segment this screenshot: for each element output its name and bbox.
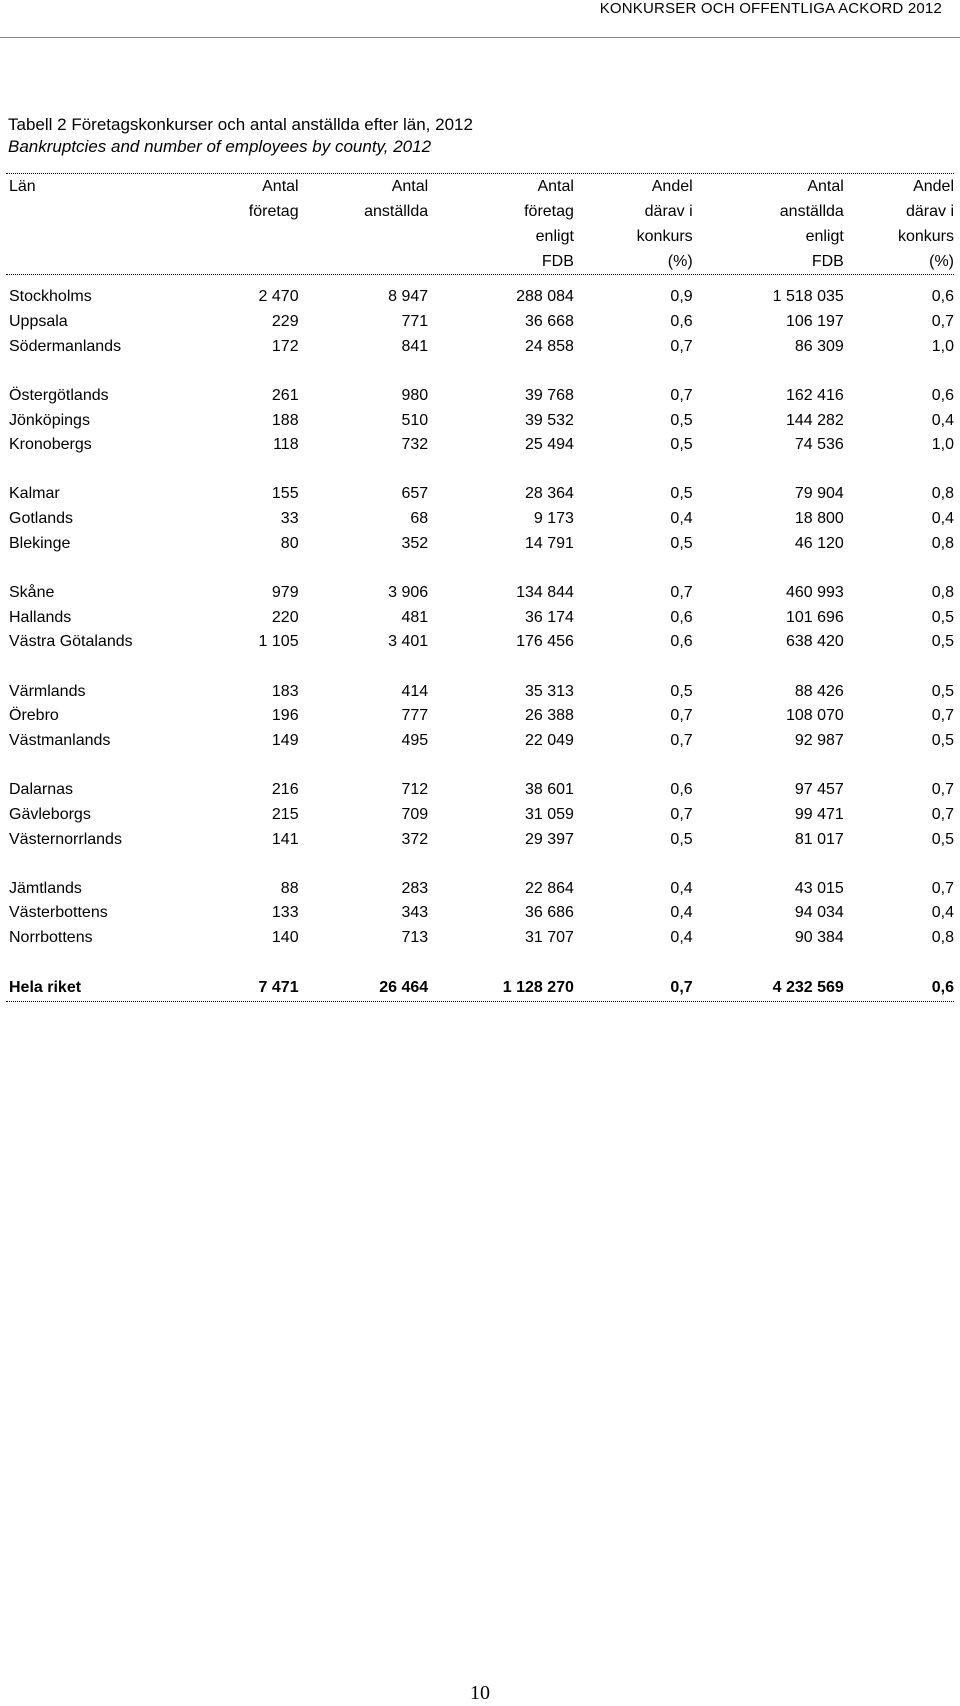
table-cell: 0,4 — [670, 510, 693, 528]
table-row — [6, 679, 954, 704]
total-cell: 1 128 270 — [502, 978, 574, 996]
county-name: Södermanlands — [9, 337, 122, 355]
table-cell: 36 174 — [524, 608, 574, 626]
table-row — [6, 704, 954, 729]
table-cell: 0,8 — [931, 485, 954, 503]
spacer-row — [6, 852, 954, 877]
table-cell: 352 — [401, 534, 429, 552]
table-cell: 155 — [271, 485, 299, 503]
spacer-row — [6, 950, 954, 975]
table-cell: 79 904 — [794, 485, 844, 503]
table-cell: 510 — [401, 411, 429, 429]
table-cell: 0,4 — [670, 879, 693, 897]
table-titles — [8, 114, 473, 158]
table-body — [6, 275, 954, 1001]
table-row — [6, 581, 954, 606]
table-cell: 26 388 — [524, 707, 574, 725]
spacer-row — [6, 753, 954, 778]
table-row — [6, 729, 954, 754]
table-cell: 8 947 — [388, 288, 429, 306]
table-cell: 414 — [401, 682, 429, 700]
column-header-cell: Antal — [391, 178, 429, 195]
spacer-row — [6, 556, 954, 581]
table-cell: 25 494 — [524, 436, 574, 454]
table-cell: 0,7 — [931, 805, 954, 823]
table-cell: 215 — [271, 805, 299, 823]
table-row — [6, 876, 954, 901]
table-cell: 0,6 — [931, 288, 954, 306]
table-cell: 0,6 — [931, 386, 954, 404]
column-header-cell — [6, 199, 196, 224]
column-header-cell: Antal — [262, 178, 299, 195]
total-row — [6, 975, 954, 1001]
table-cell: 36 686 — [524, 904, 574, 922]
column-header-cell: företag — [248, 203, 299, 220]
table-cell: 261 — [271, 386, 299, 404]
column-header-cell: enligt — [805, 228, 844, 245]
county-name: Gotlands — [9, 510, 74, 528]
table-cell: 33 — [280, 510, 299, 528]
table-cell: 31 059 — [524, 805, 574, 823]
table-cell: 133 — [271, 904, 299, 922]
table-cell: 29 397 — [524, 830, 574, 848]
table-cell: 97 457 — [794, 781, 844, 799]
table-cell: 81 017 — [794, 830, 844, 848]
table-cell: 101 696 — [785, 608, 844, 626]
table-cell: 372 — [401, 830, 429, 848]
table-cell: 188 — [271, 411, 299, 429]
table-cell: 343 — [401, 904, 429, 922]
table-row — [6, 901, 954, 926]
header-row — [6, 199, 954, 224]
table-cell: 144 282 — [785, 411, 844, 429]
table-cell: 43 015 — [794, 879, 844, 897]
table-cell: 777 — [401, 707, 429, 725]
table-cell: 0,7 — [670, 337, 693, 355]
table-cell: 0,5 — [670, 411, 693, 429]
column-header-cell: därav i — [644, 203, 693, 220]
table-cell: 713 — [401, 929, 429, 947]
total-cell: 0,6 — [931, 978, 954, 996]
county-name: Örebro — [9, 707, 59, 725]
county-name: Värmlands — [9, 682, 86, 700]
table-header — [6, 174, 954, 274]
table-cell: 216 — [271, 781, 299, 799]
table-cell: 140 — [271, 929, 299, 947]
table-cell: 38 601 — [524, 781, 574, 799]
county-name: Västra Götalands — [9, 633, 133, 651]
county-name: Skåne — [9, 584, 55, 602]
table-row — [6, 778, 954, 803]
table-cell: 0,7 — [931, 879, 954, 897]
county-name: Blekinge — [9, 534, 71, 552]
total-cell: 4 232 569 — [772, 978, 844, 996]
table-cell: 732 — [401, 436, 429, 454]
table-cell: 0,7 — [931, 707, 954, 725]
table-cell: 0,6 — [670, 781, 693, 799]
column-header-cell — [6, 224, 196, 249]
table-cell: 638 420 — [785, 633, 844, 651]
column-header-cell — [196, 224, 299, 249]
column-header-cell: Antal — [807, 178, 844, 195]
table-cell: 36 668 — [524, 313, 574, 331]
table-cell: 2 470 — [258, 288, 299, 306]
table-cell: 18 800 — [794, 510, 844, 528]
table-cell: 39 768 — [524, 386, 574, 404]
column-header-cell: konkurs — [897, 228, 954, 245]
table-cell: 0,5 — [670, 534, 693, 552]
table-cell: 0,5 — [670, 682, 693, 700]
table-row — [6, 827, 954, 852]
table-cell: 1,0 — [931, 436, 954, 454]
page-number: 10 — [470, 1682, 490, 1704]
table-cell: 0,9 — [670, 288, 693, 306]
table-cell: 220 — [271, 608, 299, 626]
county-name: Västmanlands — [9, 731, 111, 749]
table-cell: 92 987 — [794, 731, 844, 749]
table-bottom-rule — [6, 1001, 954, 1002]
table-cell: 39 532 — [524, 411, 574, 429]
column-header-cell: företag — [524, 203, 574, 220]
table-cell: 0,7 — [670, 731, 693, 749]
column-header-cell — [299, 224, 429, 249]
table-cell: 0,4 — [931, 510, 954, 528]
table-cell: 712 — [401, 781, 429, 799]
total-cell: 0,7 — [670, 978, 693, 996]
total-label: Hela riket — [9, 978, 82, 996]
table-cell: 0,7 — [931, 781, 954, 799]
column-header-cell: anställda — [364, 203, 429, 220]
table-cell: 3 401 — [388, 633, 429, 651]
table-cell: 141 — [271, 830, 299, 848]
bankruptcy-table — [6, 173, 954, 1002]
table-cell: 0,5 — [670, 436, 693, 454]
table-cell: 0,8 — [931, 534, 954, 552]
data-table-body — [6, 275, 954, 1001]
table-cell: 88 — [280, 879, 299, 897]
table-title: Tabell 2 Företagskonkurser och antal anställda efter län, 2012 — [8, 115, 473, 134]
table-row — [6, 532, 954, 557]
table-cell: 0,5 — [931, 633, 954, 651]
table-cell: 80 — [280, 534, 299, 552]
table-cell: 0,7 — [670, 386, 693, 404]
table-cell: 0,8 — [931, 584, 954, 602]
table-cell: 86 309 — [794, 337, 844, 355]
table-cell: 657 — [401, 485, 429, 503]
table-cell: 28 364 — [524, 485, 574, 503]
table-cell: 283 — [401, 879, 429, 897]
column-header-cell: enligt — [535, 228, 574, 245]
table-row — [6, 630, 954, 655]
table-row — [6, 433, 954, 458]
county-name: Hallands — [9, 608, 72, 626]
table-cell: 14 791 — [524, 534, 574, 552]
table-cell: 46 120 — [794, 534, 844, 552]
header-row — [6, 224, 954, 249]
column-header-cell: FDB — [811, 253, 844, 270]
county-name: Västerbottens — [9, 904, 108, 922]
table-cell: 0,7 — [931, 313, 954, 331]
table-cell: 980 — [401, 386, 429, 404]
county-name: Kronobergs — [9, 436, 92, 454]
county-name: Uppsala — [9, 313, 68, 331]
table-cell: 0,6 — [670, 608, 693, 626]
table-row — [6, 507, 954, 532]
table-cell: 196 — [271, 707, 299, 725]
county-name: Jämtlands — [9, 879, 82, 897]
table-row — [6, 926, 954, 951]
table-cell: 0,4 — [931, 904, 954, 922]
table-cell: 0,4 — [931, 411, 954, 429]
table-row — [6, 384, 954, 409]
county-name: Kalmar — [9, 485, 60, 503]
county-name: Norrbottens — [9, 929, 93, 947]
table-cell: 99 471 — [794, 805, 844, 823]
table-cell: 495 — [401, 731, 429, 749]
column-header-cell: anställda — [779, 203, 844, 220]
table-cell: 0,6 — [670, 633, 693, 651]
spacer-row — [6, 655, 954, 680]
county-name: Stockholms — [9, 288, 92, 306]
table-row — [6, 408, 954, 433]
spacer-row — [6, 458, 954, 483]
column-header-cell — [196, 249, 299, 274]
table-cell: 149 — [271, 731, 299, 749]
table-cell: 0,8 — [931, 929, 954, 947]
spacer-row — [6, 359, 954, 384]
table-cell: 1 518 035 — [772, 288, 844, 306]
column-header-cell — [299, 249, 429, 274]
column-header-cell: Andel — [651, 178, 693, 195]
table-cell: 481 — [401, 608, 429, 626]
running-header: KONKURSER OCH OFFENTLIGA ACKORD 2012 — [599, 0, 942, 17]
table-cell: 88 426 — [794, 682, 844, 700]
total-cell: 7 471 — [258, 978, 299, 996]
table-row — [6, 285, 954, 310]
table-cell: 0,7 — [670, 707, 693, 725]
table-cell: 183 — [271, 682, 299, 700]
spacer-row — [6, 275, 954, 285]
table-subtitle: Bankruptcies and number of employees by county, 2012 — [8, 137, 432, 156]
table-cell: 94 034 — [794, 904, 844, 922]
table-cell: 979 — [271, 584, 299, 602]
county-name: Jönköpings — [9, 411, 90, 429]
table-cell: 22 049 — [524, 731, 574, 749]
header-divider — [0, 37, 960, 38]
table-cell: 0,5 — [670, 830, 693, 848]
column-header-cell — [6, 249, 196, 274]
column-header-cell: Andel — [913, 178, 954, 195]
table-cell: 0,4 — [670, 929, 693, 947]
table-cell: 74 536 — [794, 436, 844, 454]
table-cell: 90 384 — [794, 929, 844, 947]
column-header-cell: Län — [9, 178, 36, 195]
county-name: Gävleborgs — [9, 805, 91, 823]
table-cell: 0,6 — [670, 313, 693, 331]
table-cell: 1,0 — [931, 337, 954, 355]
table-cell: 0,5 — [931, 731, 954, 749]
table-cell: 0,4 — [670, 904, 693, 922]
table-cell: 68 — [410, 510, 429, 528]
table-cell: 841 — [401, 337, 429, 355]
table-cell: 108 070 — [785, 707, 844, 725]
total-cell: 26 464 — [379, 978, 429, 996]
table-cell: 709 — [401, 805, 429, 823]
table-cell: 0,5 — [931, 830, 954, 848]
table-row — [6, 482, 954, 507]
table-cell: 0,5 — [931, 608, 954, 626]
table-row — [6, 803, 954, 828]
table-cell: 24 858 — [524, 337, 574, 355]
header-row — [6, 249, 954, 274]
column-header-cell: Antal — [537, 178, 574, 195]
table-cell: 0,5 — [931, 682, 954, 700]
column-header-cell: konkurs — [636, 228, 693, 245]
table-row — [6, 310, 954, 335]
county-name: Dalarnas — [9, 781, 74, 799]
table-cell: 460 993 — [785, 584, 844, 602]
table-cell: 229 — [271, 313, 299, 331]
table-cell: 172 — [271, 337, 299, 355]
table-cell: 118 — [273, 436, 299, 454]
table-cell: 0,5 — [670, 485, 693, 503]
column-header-cell: därav i — [905, 203, 954, 220]
column-header-cell: (%) — [667, 253, 693, 270]
table-cell: 0,7 — [670, 805, 693, 823]
table-cell: 771 — [401, 313, 429, 331]
table-cell: 31 707 — [524, 929, 574, 947]
table-cell: 176 456 — [516, 633, 574, 651]
header-row — [6, 174, 954, 199]
column-header-cell: FDB — [541, 253, 574, 270]
table-cell: 22 864 — [524, 879, 574, 897]
data-table — [6, 174, 954, 274]
table-cell: 288 084 — [516, 288, 574, 306]
table-cell: 3 906 — [388, 584, 429, 602]
column-header-cell: (%) — [929, 253, 954, 270]
table-cell: 9 173 — [533, 510, 574, 528]
table-cell: 1 105 — [258, 633, 299, 651]
table-row — [6, 605, 954, 630]
table-cell: 0,7 — [670, 584, 693, 602]
county-name: Östergötlands — [9, 386, 109, 404]
table-cell: 162 416 — [785, 386, 844, 404]
table-cell: 106 197 — [785, 313, 844, 331]
county-name: Västernorrlands — [9, 830, 122, 848]
table-cell: 134 844 — [516, 584, 574, 602]
table-cell: 35 313 — [524, 682, 574, 700]
table-row — [6, 334, 954, 359]
